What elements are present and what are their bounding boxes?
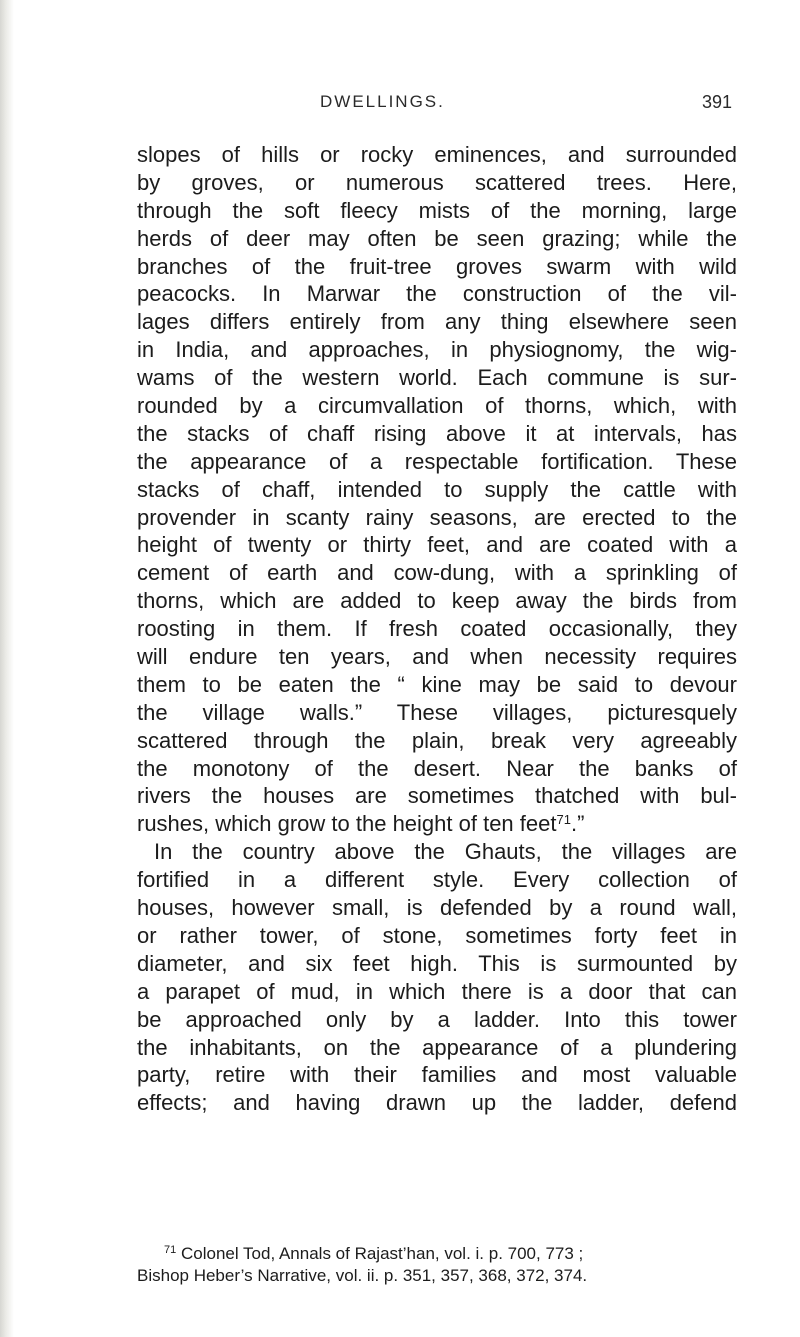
- text-line: in India, and approaches, in physiognomy, the wig-: [137, 337, 737, 363]
- text-line: them to be eaten the “ kine may be said to devour: [137, 671, 737, 697]
- text-line: provender in scanty rainy seasons, are erected to the: [137, 504, 737, 530]
- footnote-mark: 71: [164, 1244, 177, 1256]
- text-line: roosting in them. If fresh coated occasionally, they: [137, 616, 737, 642]
- text-line: by groves, or numerous scattered trees. Here,: [137, 169, 737, 195]
- text-line: a parapet of mud, in which there is a door that can: [137, 978, 737, 1004]
- text-line: scattered through the plain, break very agreeably: [137, 727, 737, 753]
- text-line: the inhabitants, on the appearance of a plundering: [137, 1034, 737, 1060]
- body-text: [137, 141, 737, 1117]
- text-line: houses, however small, is defended by a round wall,: [137, 895, 737, 921]
- footnote-reference[interactable]: 71: [556, 812, 571, 828]
- running-head: [0, 92, 800, 122]
- line-text: rushes, which grow to the height of ten feet: [137, 811, 557, 837]
- text-line: the appearance of a respectable fortification. These: [137, 448, 737, 474]
- footnote-line: [137, 1243, 737, 1265]
- text-line: slopes of hills or rocky eminences, and surrounded: [137, 142, 737, 167]
- text-line: cement of earth and cow-dung, with a sprinkling of: [137, 560, 737, 586]
- line-closing-quote: .”: [570, 811, 585, 837]
- text-line: the monotony of the desert. Near the banks of: [137, 755, 737, 781]
- text-line: the village walls.” These villages, picturesquely: [137, 699, 737, 725]
- text-line: wams of the western world. Each commune is sur-: [137, 365, 737, 391]
- text-line: will endure ten years, and when necessity requires: [137, 644, 737, 670]
- binding-edge: [0, 0, 14, 1337]
- page-number: 391: [702, 92, 733, 112]
- text-line: through the soft fleecy mists of the morning, large: [137, 197, 737, 223]
- text-line: rounded by a circumvallation of thorns, which, with: [137, 393, 737, 419]
- paragraph-start-line: In the country above the Ghauts, the villages are: [154, 839, 737, 865]
- text-line: stacks of chaff, intended to supply the cattle with: [137, 476, 737, 502]
- text-line: peacocks. In Marwar the construction of the vil-: [137, 281, 737, 307]
- text-line: thorns, which are added to keep away the birds from: [137, 588, 737, 614]
- text-line: the stacks of chaff rising above it at intervals, has: [137, 420, 737, 446]
- footnote-line: Bishop Heber’s Narrative, vol. ii. p. 351, 357, 368, 372, 374.: [137, 1266, 588, 1285]
- paragraph-end-line: [137, 810, 737, 838]
- text-line: effects; and having drawn up the ladder, defend: [137, 1090, 737, 1116]
- text-line: diameter, and six feet high. This is surmounted by: [137, 950, 737, 976]
- footnotes: [137, 1243, 737, 1287]
- text-line: party, retire with their families and most valuable: [137, 1062, 737, 1088]
- text-line: height of twenty or thirty feet, and are coated with a: [137, 532, 737, 558]
- text-line: branches of the fruit-tree groves swarm with wild: [137, 253, 737, 279]
- running-title: DWELLINGS.: [320, 92, 445, 111]
- text-line: rivers the houses are sometimes thatched with bul-: [137, 783, 737, 809]
- text-line: or rather tower, of stone, sometimes forty feet in: [137, 922, 737, 948]
- footnote-text: Colonel Tod, Annals of Rajast’han, vol. i. p. 700, 773 ;: [180, 1244, 584, 1263]
- text-line: lages differs entirely from any thing elsewhere seen: [137, 309, 737, 335]
- text-line: be approached only by a ladder. Into this tower: [137, 1006, 737, 1032]
- text-line: herds of deer may often be seen grazing; while the: [137, 225, 737, 251]
- text-line: fortified in a different style. Every collection of: [137, 867, 737, 893]
